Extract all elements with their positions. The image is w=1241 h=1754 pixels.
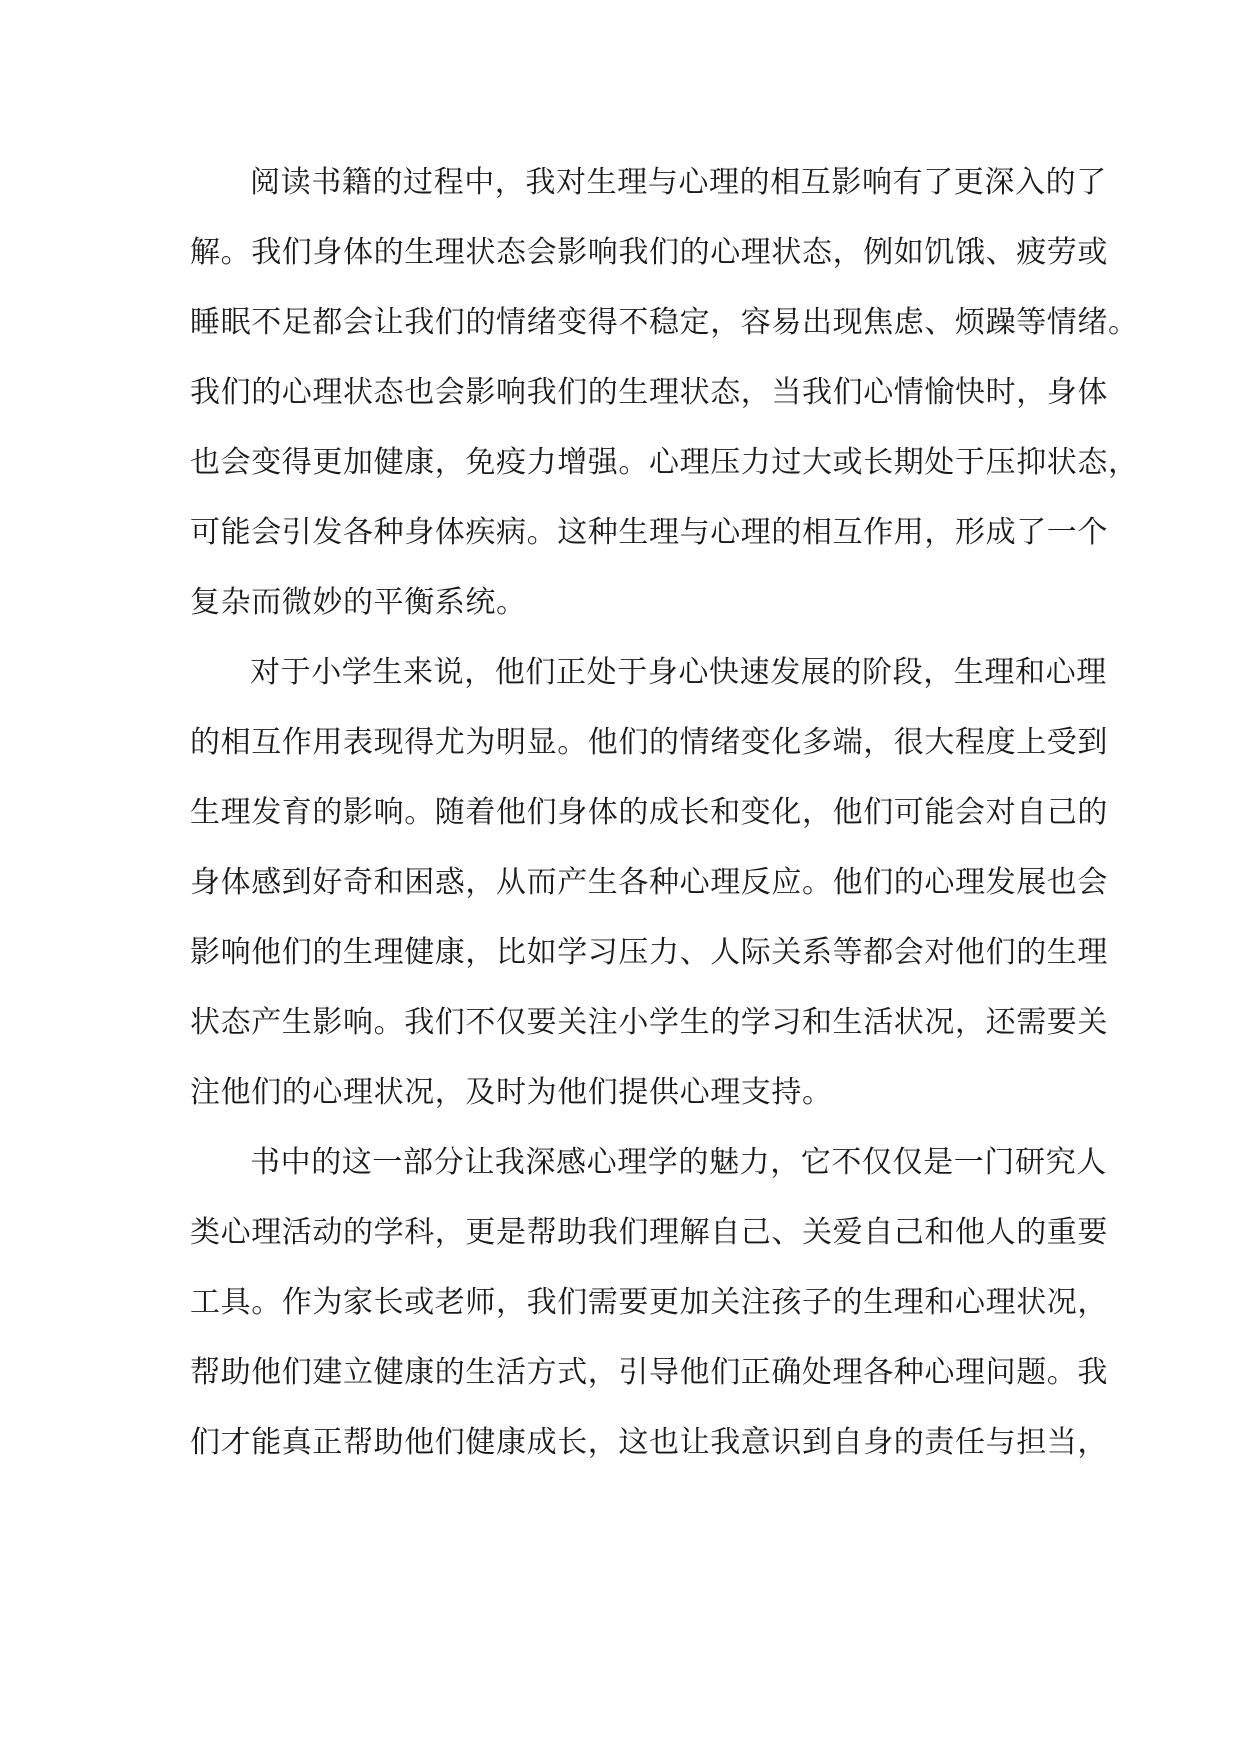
text-line: 工具。作为家长或老师，我们需要更加关注孩子的生理和心理状况，	[190, 1285, 1108, 1320]
text-line: 对于小学生来说，他们正处于身心快速发展的阶段，生理和心理	[250, 655, 1107, 690]
text-line: 阅读书籍的过程中，我对生理与心理的相互影响有了更深入的了	[250, 165, 1107, 200]
text-line: 书中的这一部分让我深感心理学的魅力，它不仅仅是一门研究人	[250, 1145, 1107, 1180]
paragraph-1	[190, 148, 1139, 638]
text-line: 身体感到好奇和困惑，从而产生各种心理反应。他们的心理发展也会	[190, 865, 1108, 900]
paragraph-3	[190, 1128, 1108, 1478]
text-line: 注他们的心理状况，及时为他们提供心理支持。	[190, 1075, 833, 1110]
text-line: 复杂而微妙的平衡系统。	[190, 585, 527, 620]
text-line: 们才能真正帮助他们健康成长，这也让我意识到自身的责任与担当，	[190, 1425, 1108, 1460]
text-line: 睡眠不足都会让我们的情绪变得不稳定，容易出现焦虑、烦躁等情绪。	[190, 305, 1139, 340]
text-line: 帮助他们建立健康的生活方式，引导他们正确处理各种心理问题。我	[190, 1355, 1108, 1390]
text-line: 解。我们身体的生理状态会影响我们的心理状态，例如饥饿、疲劳或	[190, 235, 1108, 270]
text-line: 的相互作用表现得尤为明显。他们的情绪变化多端，很大程度上受到	[190, 725, 1108, 760]
text-line: 也会变得更加健康，免疫力增强。心理压力过大或长期处于压抑状态，	[190, 445, 1139, 480]
text-line: 影响他们的生理健康，比如学习压力、人际关系等都会对他们的生理	[190, 935, 1108, 970]
text-line: 生理发育的影响。随着他们身体的成长和变化，他们可能会对自己的	[190, 795, 1108, 830]
text-line: 类心理活动的学科，更是帮助我们理解自己、关爱自己和他人的重要	[190, 1215, 1108, 1250]
text-line: 状态产生影响。我们不仅要关注小学生的学习和生活状况，还需要关	[190, 1005, 1108, 1040]
text-line: 我们的心理状态也会影响我们的生理状态，当我们心情愉快时，身体	[190, 375, 1108, 410]
body-text	[190, 148, 1139, 1478]
text-line: 可能会引发各种身体疾病。这种生理与心理的相互作用，形成了一个	[190, 515, 1108, 550]
paragraph-2	[190, 638, 1108, 1128]
